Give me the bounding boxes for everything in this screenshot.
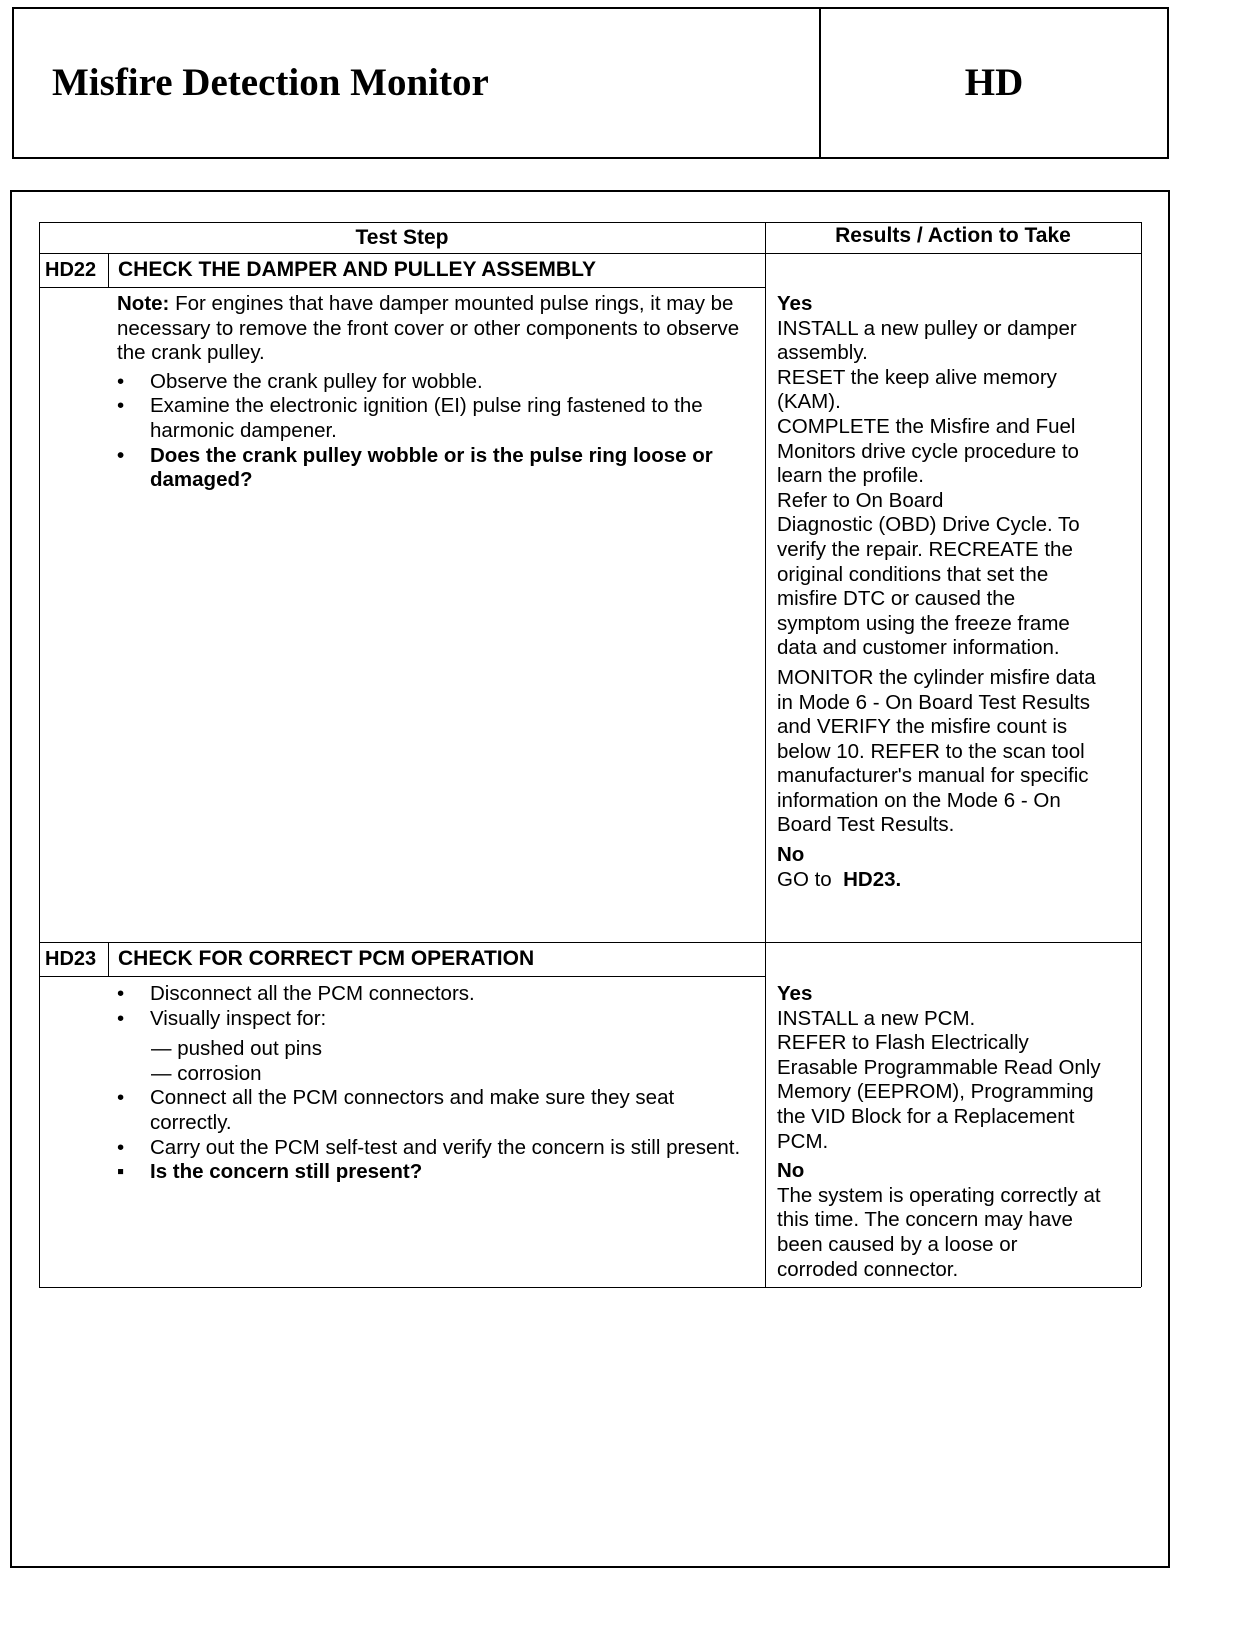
no-label: No xyxy=(777,843,805,867)
result-line: learn the profile. xyxy=(777,464,925,488)
step-instructions xyxy=(117,292,742,493)
result-line: Monitors drive cycle procedure to xyxy=(777,439,1079,463)
step-title: CHECK FOR CORRECT PCM OPERATION xyxy=(118,947,535,970)
sub-item: — pushed out pins xyxy=(151,1037,322,1061)
page-title: Misfire Detection Monitor xyxy=(52,61,489,104)
result-line: Erasable Programmable Read Only xyxy=(777,1055,1101,1079)
sub-item: — corrosion xyxy=(151,1061,262,1085)
step-results xyxy=(777,982,1101,1282)
step-instructions xyxy=(117,982,742,1185)
result-line: and VERIFY the misfire count is xyxy=(777,715,1068,739)
step-results xyxy=(777,292,1096,892)
question: • Does the crank pulley wobble or is the pulse ring loose or damaged? xyxy=(117,443,713,492)
result-line: data and customer information. xyxy=(777,636,1060,660)
result-line: Diagnostic (OBD) Drive Cycle. To xyxy=(777,513,1080,537)
bullet-item: • Carry out the PCM self-test and verify the concern is still present. xyxy=(117,1135,741,1159)
yes-label: Yes xyxy=(777,292,813,315)
question: ▪ Is the concern still present? xyxy=(117,1160,423,1184)
result-line: PCM. xyxy=(777,1129,829,1153)
result-line: assembly. xyxy=(777,341,868,365)
bullet-item: • Observe the crank pulley for wobble. xyxy=(117,369,483,393)
no-action: GO to xyxy=(777,867,832,891)
step-id: HD23 xyxy=(45,948,97,970)
bullet-item: • Visually inspect for: xyxy=(117,1006,327,1030)
result-line: Refer to On Board xyxy=(777,488,944,512)
result-line: (KAM). xyxy=(777,390,841,414)
step-id: HD22 xyxy=(45,259,97,281)
bullet-item: • Disconnect all the PCM connectors. xyxy=(117,982,475,1005)
result-line: Board Test Results. xyxy=(777,813,955,837)
result-line: corroded connector. xyxy=(777,1257,959,1281)
result-line: information on the Mode 6 - On xyxy=(777,788,1061,812)
result-line: MONITOR the cylinder misfire data xyxy=(777,665,1096,689)
bullet-item: • Connect all the PCM connectors and make sure they seat correctly. xyxy=(117,1086,675,1134)
column-header-test-step: Test Step xyxy=(355,226,449,249)
bullet-item: • Examine the electronic ignition (EI) pulse ring fastened to the harmonic dampener. xyxy=(117,394,703,442)
result-line: INSTALL a new pulley or damper xyxy=(777,316,1077,340)
goto-link[interactable]: HD23. xyxy=(843,867,902,891)
result-line: this time. The concern may have xyxy=(777,1208,1073,1232)
result-line: INSTALL a new PCM. xyxy=(777,1006,976,1030)
yes-label: Yes xyxy=(777,982,813,1005)
column-header-results: Results / Action to Take xyxy=(835,224,1071,247)
no-label: No xyxy=(777,1159,805,1183)
result-line: the VID Block for a Replacement xyxy=(777,1104,1075,1128)
result-line: The system is operating correctly at xyxy=(777,1183,1101,1207)
result-line: COMPLETE the Misfire and Fuel xyxy=(777,414,1076,438)
step-title: CHECK THE DAMPER AND PULLEY ASSEMBLY xyxy=(118,258,596,281)
result-line: REFER to Flash Electrically xyxy=(777,1031,1029,1055)
result-line: been caused by a loose or xyxy=(777,1232,1018,1256)
note-label: Note: xyxy=(117,292,170,315)
result-line: RESET the keep alive memory xyxy=(777,365,1057,389)
result-line: manufacturer's manual for specific xyxy=(777,764,1089,788)
result-line: below 10. REFER to the scan tool xyxy=(777,739,1085,763)
note-text: For engines that have damper mounted pulse rings, it may be necessary to remove the front cover or other components to observe the crank pulley. xyxy=(117,292,740,365)
section-code: HD xyxy=(964,61,1024,104)
result-line: misfire DTC or caused the xyxy=(777,587,1016,611)
result-line: original conditions that set the xyxy=(777,562,1049,586)
result-line: verify the repair. RECREATE the xyxy=(777,537,1073,561)
result-line: symptom using the freeze frame xyxy=(777,611,1070,635)
result-line: in Mode 6 - On Board Test Results xyxy=(777,690,1090,714)
result-line: Memory (EEPROM), Programming xyxy=(777,1080,1094,1104)
